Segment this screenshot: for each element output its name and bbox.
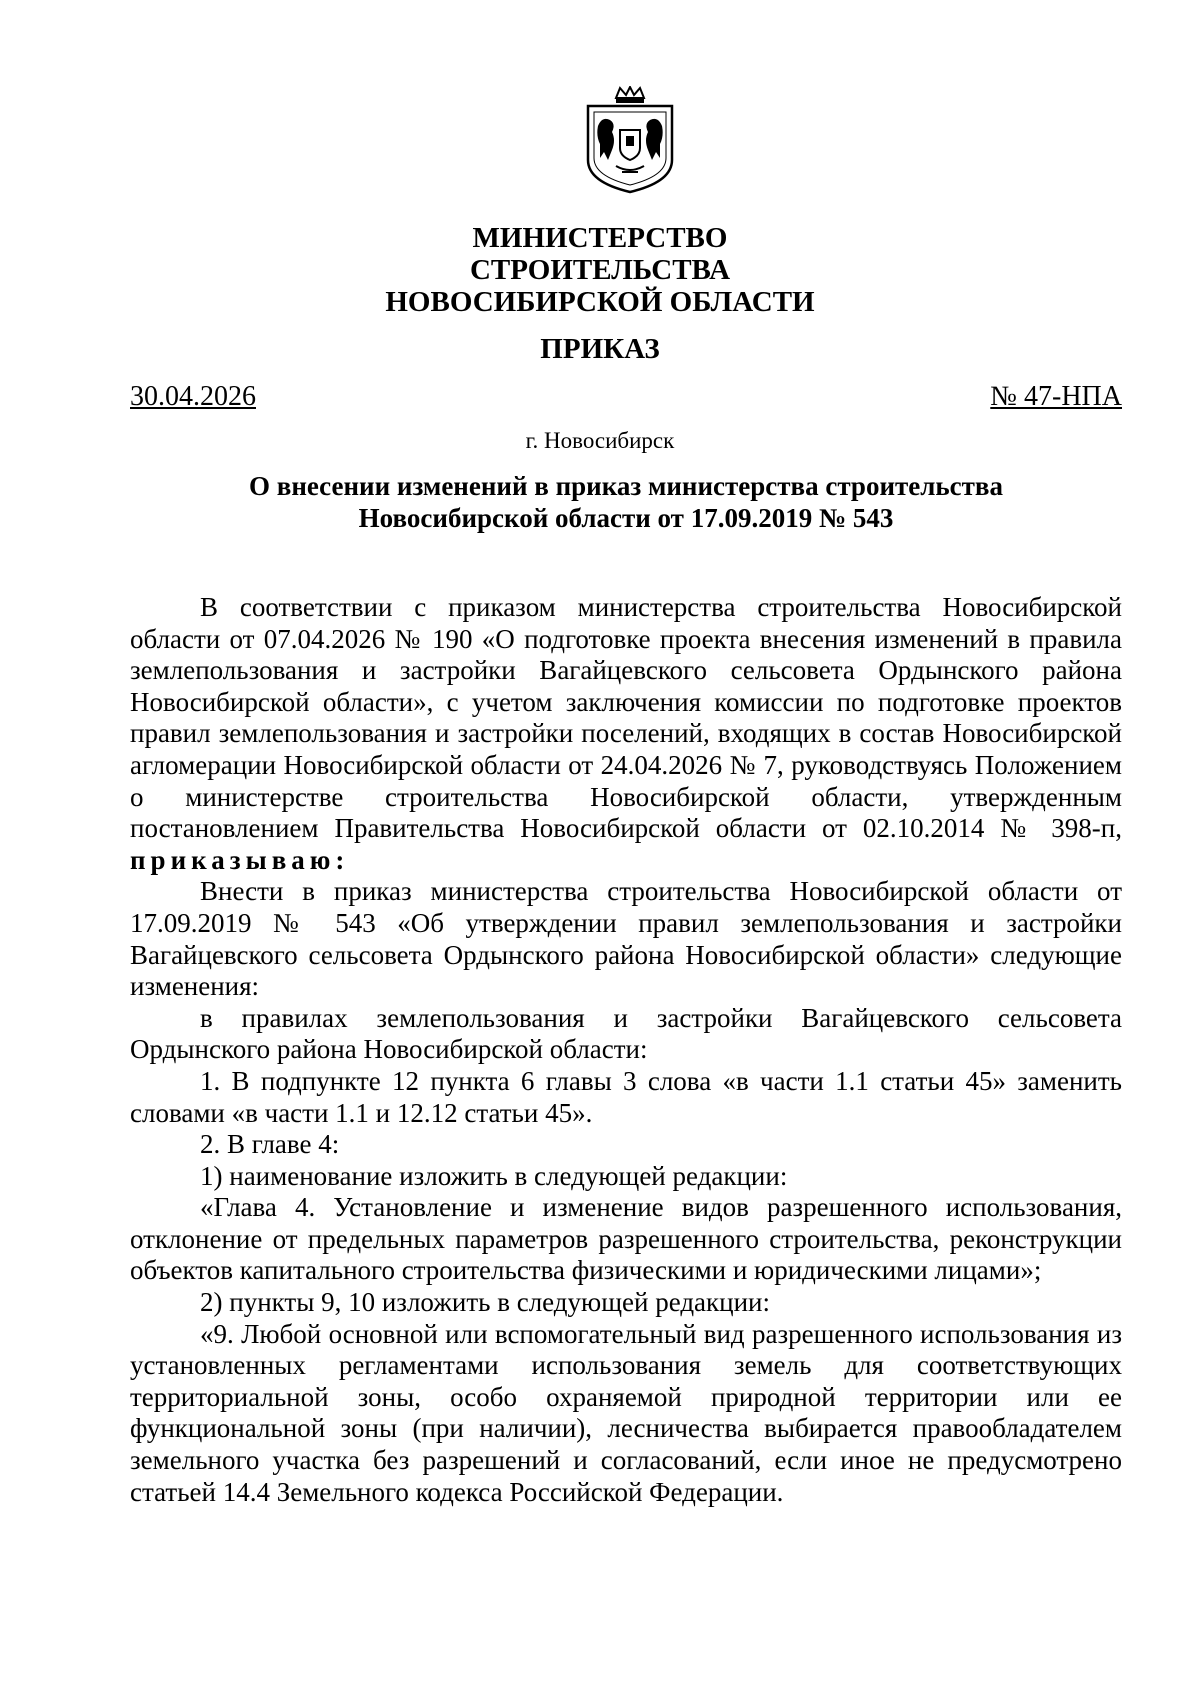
ministry-line-1: МИНИСТЕРСТВО [472,222,728,254]
body-paragraph: 1. В подпункте 12 пункта 6 главы 3 слова «в части 1.1 статьи 45» заменить словами «в части 1.1 и 12.12 статьи 45». [130,1065,1122,1128]
coat-of-arms-icon [582,86,678,194]
order-date: 30.04.2026 [130,381,256,412]
body-paragraph: «Глава 4. Установление и изменение видов разрешенного использования, отклонение от предельных параметров разрешенного строительства, реконструкции объектов капитального строительства физическими и юридическими лицами»; [130,1192,1122,1286]
order-subject [130,470,1122,534]
body-paragraph-preamble [130,592,1122,876]
order-directive: приказываю: [130,844,350,875]
preamble-text: В соответствии с приказом министерства строительства Новосибирской области от 07.04.2026 № 190 «О подготовке проекта внесения изменений в правила землепользования и застройки Вагайцевского сельсовета Ордынского района Новосибирской области», с учетом заключения комиссии по подготовке проектов правил землепользования и застройки поселений, входящих в состав Новосибирской агломерации Новосибирской области от 24.04.2026 № 7, руководствуясь Положением о министерстве строительства Новосибирской области, утвержденным постановлением Правительства Новосибирской области от 02.10.2014 № 398-п, [130,592,1122,844]
order-body [130,592,1122,1508]
body-paragraph: 2) пункты 9, 10 изложить в следующей редакции: [200,1287,771,1318]
ministry-name [0,222,1200,318]
body-paragraph: в правилах землепользования и застройки Вагайцевского сельсовета Ордынского района Новосибирской области: [130,1002,1122,1065]
body-paragraph: «9. Любой основной или вспомогательный вид разрешенного использования из установленных регламентами использования земель для соответствующих территориальной зоны, особо охраняемой природной территории или ее функциональной зоны (при наличии), лесничества выбирается правообладателем земельного участка без разрешений и согласований, если иное не предусмотрено статьей 14.4 Земельного кодекса Российской Федерации. [130,1318,1122,1507]
body-paragraph: 2. В главе 4: [200,1129,340,1160]
city-name: г. Новосибирск [525,428,675,453]
body-paragraph: Внести в приказ министерства строительства Новосибирской области от 17.09.2019 № 543 «Об утверждении правил землепользования и застройки Вагайцевского сельсовета Ордынского района Новосибирской области» следующие изменения: [130,876,1122,1002]
subject-line-1: О внесении изменений в приказ министерства строительства [248,471,1004,501]
ministry-line-2: СТРОИТЕЛЬСТВА [469,254,731,286]
body-paragraph: 1) наименование изложить в следующей редакции: [200,1160,788,1191]
order-number: № 47-НПА [990,381,1122,412]
ministry-line-3: НОВОСИБИРСКОЙ ОБЛАСТИ [385,286,815,318]
document-type-title: ПРИКАЗ [540,333,660,365]
subject-line-2: Новосибирской области от 17.09.2019 № 543 [358,503,894,533]
